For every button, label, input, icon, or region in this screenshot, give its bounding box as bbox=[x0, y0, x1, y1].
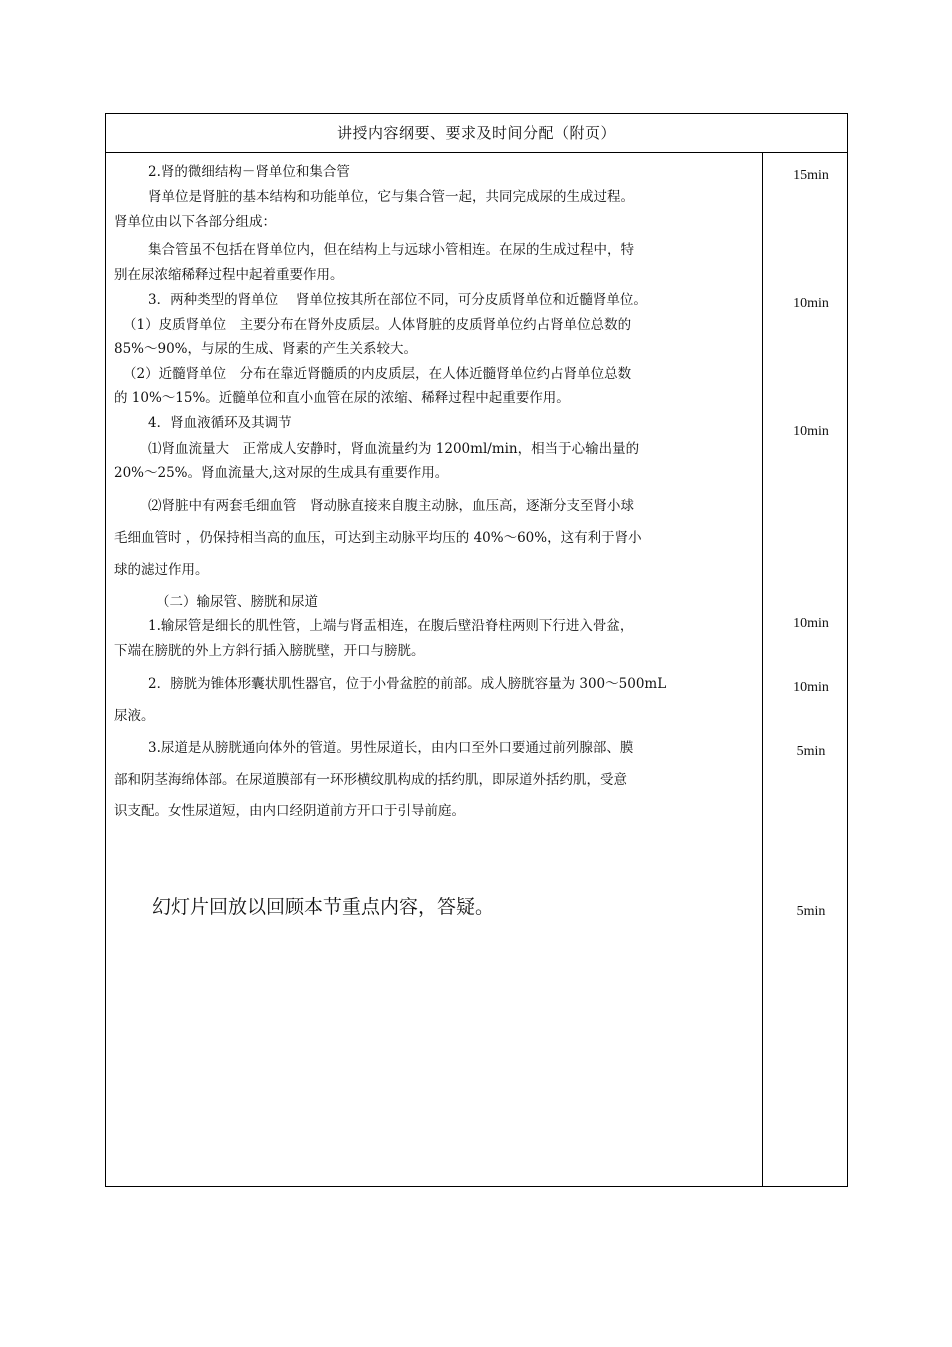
content-line: 下端在膀胱的外上方斜行插入膀胱壁，开口与膀胱。 bbox=[114, 643, 425, 659]
content-line: 集合管虽不包括在肾单位内，但在结构上与远球小管相连。在尿的生成过程中，特 bbox=[148, 242, 634, 258]
content-line: 肾单位由以下各部分组成： bbox=[114, 214, 276, 230]
content-line: ⑵肾脏中有两套毛细血管 肾动脉直接来自腹主动脉，血压高，逐渐分支至肾小球 bbox=[148, 498, 634, 514]
outline-table bbox=[105, 113, 848, 1187]
content-line: 肾单位是肾脏的基本结构和功能单位，它与集合管一起，共同完成尿的生成过程。 bbox=[148, 189, 634, 205]
content-line: 毛细血管时 ，仍保持相当高的血压，可达到主动脉平均压的 40%～60%，这有利于肾小 bbox=[114, 530, 642, 546]
time-allocation: 10min bbox=[793, 424, 829, 439]
content-line: 球的滤过作用。 bbox=[114, 562, 209, 578]
time-allocation: 5min bbox=[796, 904, 826, 919]
content-line: 1.输尿管是细长的肌性管，上端与肾盂相连，在腹后壁沿脊柱两则下行进入骨盆， bbox=[148, 618, 634, 634]
table-header: 讲授内容纲要、要求及时间分配（附页） bbox=[106, 114, 847, 153]
content-line: 85%～90%，与尿的生成、肾素的产生关系较大。 bbox=[114, 341, 418, 357]
content-line: 3.尿道是从膀胱通向体外的管道。男性尿道长，由内口至外口要通过前列腺部、膜 bbox=[148, 740, 634, 756]
content-column bbox=[106, 114, 847, 1186]
content-line: 3．两种类型的肾单位 肾单位按其所在部位不同，可分皮质肾单位和近髓肾单位。 bbox=[148, 292, 647, 308]
time-allocation: 10min bbox=[793, 680, 829, 695]
time-allocation: 10min bbox=[793, 296, 829, 311]
content-line: 尿液。 bbox=[114, 708, 155, 724]
content-line: 4．肾血液循环及其调节 bbox=[148, 415, 292, 431]
content-line: 2．膀胱为锥体形囊状肌性器官，位于小骨盆腔的前部。成人膀胱容量为 300～500mL bbox=[148, 676, 667, 692]
time-allocation: 15min bbox=[793, 168, 829, 183]
content-line: 别在尿浓缩稀释过程中起着重要作用。 bbox=[114, 267, 344, 283]
content-line: 的 10%～15%。近髓单位和直小血管在尿的浓缩、稀释过程中起重要作用。 bbox=[114, 390, 570, 406]
time-allocation: 10min bbox=[793, 616, 829, 631]
summary-line: 幻灯片回放以回顾本节重点内容，答疑。 bbox=[152, 896, 495, 918]
content-line: 20%～25%。肾血流量大,这对尿的生成具有重要作用。 bbox=[114, 465, 449, 481]
content-line: 2.肾的微细结构－肾单位和集合管 bbox=[148, 164, 350, 180]
content-line: 部和阴茎海绵体部。在尿道膜部有一环形横纹肌构成的括约肌，即尿道外括约肌，受意 bbox=[114, 772, 627, 788]
content-line: ⑴肾血流量大 正常成人安静时，肾血流量约为 1200ml/min，相当于心输出量的 bbox=[148, 441, 640, 457]
content-line: 识支配。女性尿道短，由内口经阴道前方开口于引导前庭。 bbox=[114, 803, 465, 819]
content-line: （二）输尿管、膀胱和尿道 bbox=[156, 594, 318, 610]
time-allocation: 5min bbox=[796, 744, 826, 759]
content-line: （1）皮质肾单位 主要分布在肾外皮质层。人体肾脏的皮质肾单位约占肾单位总数的 bbox=[123, 317, 632, 333]
content-line: （2）近髓肾单位 分布在靠近肾髓质的内皮质层，在人体近髓肾单位约占肾单位总数 bbox=[123, 366, 632, 382]
